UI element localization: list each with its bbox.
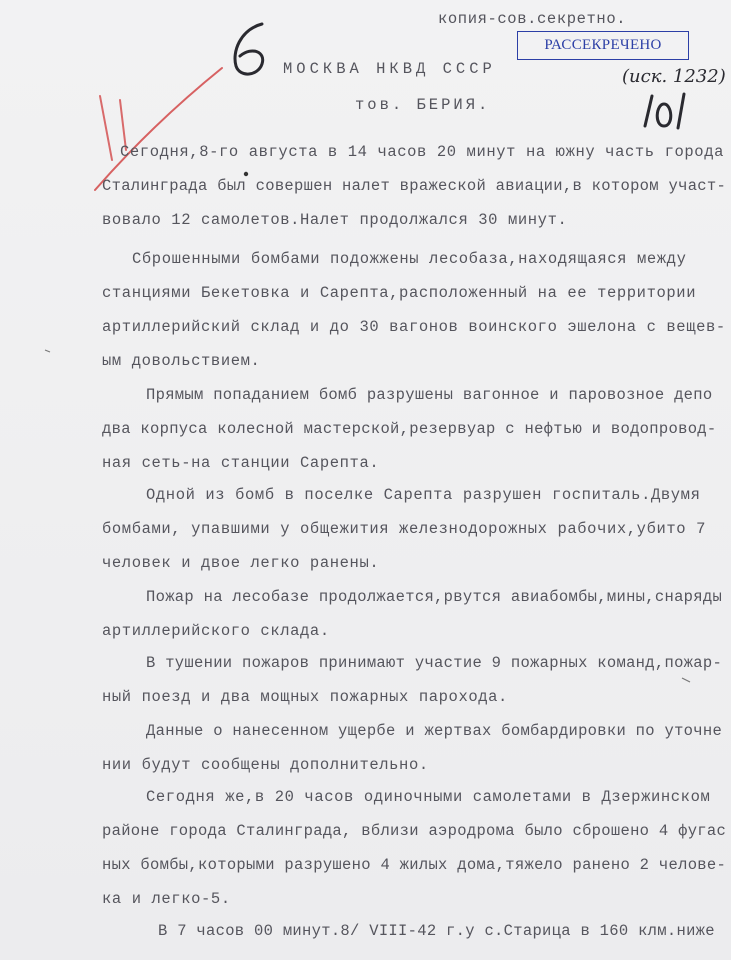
body-line: человек и двое легко ранены. <box>102 554 380 572</box>
body-line: ым довольствием. <box>102 352 261 370</box>
body-line: Пожар на лесобазе продолжается,рвутся авиабомбы,мины,снаряды <box>146 588 723 606</box>
handwritten-reference: (иск. 1232) <box>622 66 726 87</box>
ink-dot <box>244 172 248 176</box>
recipient-line: тов. БЕРИЯ. <box>355 96 491 114</box>
body-line: артиллерийский склад и до 30 вагонов воинского эшелона с вещев- <box>102 318 726 336</box>
body-line: Сброшенными бомбами подожжены лесобаза,находящаяся между <box>132 250 687 268</box>
pencil-tick <box>682 678 690 682</box>
body-line: бомбами, упавшими у общежития железнодорожных рабочих,убито 7 <box>102 520 706 538</box>
body-line: В тушении пожаров принимают участие 9 пожарных команд,пожар- <box>146 654 723 672</box>
body-line: Сталинграда был совершен налет вражеской авиации,в котором участ- <box>102 177 727 195</box>
body-line: ная сеть-на станции Сарепта. <box>102 454 380 472</box>
body-line: Данные о нанесенном ущербе и жертвах бомбардировки по уточне <box>146 722 723 740</box>
handwritten-page-number <box>645 94 684 128</box>
body-line: два корпуса колесной мастерской,резервуар с нефтью и водопровод- <box>102 420 717 438</box>
body-line: вовало 12 самолетов.Налет продолжался 30 минут. <box>102 211 568 229</box>
address-line: МОСКВА НКВД СССР <box>283 60 496 78</box>
body-line: ный поезд и два мощных пожарных парохода. <box>102 688 508 706</box>
body-line: Прямым попаданием бомб разрушены вагонное и паровозное депо <box>146 386 713 404</box>
declassified-stamp: РАССЕКРЕЧЕНО <box>517 31 689 60</box>
body-line: Одной из бомб в поселке Сарепта разрушен госпиталь.Двумя <box>146 486 701 504</box>
body-line: ка и легко-5. <box>102 890 231 908</box>
classification-line: копия-сов.секретно. <box>438 10 627 28</box>
pencil-tick-2 <box>45 350 50 352</box>
body-line: Сегодня же,в 20 часов одиночными самолетами в Дзержинском <box>146 788 711 806</box>
body-line: станциями Бекетовка и Сарепта,расположенный на ее территории <box>102 284 697 302</box>
body-line: Сегодня,8-го августа в 14 часов 20 минут на южну часть города <box>120 143 724 161</box>
body-line: районе города Сталинграда, вблизи аэродрома было сброшено 4 фугас <box>102 822 727 840</box>
body-line: артиллерийского склада. <box>102 622 330 640</box>
body-line: ных бомбы,которыми разрушено 4 жилых дома,тяжело ранено 2 челове- <box>102 856 727 874</box>
body-line: В 7 часов 00 минут.8/ VIII-42 г.у с.Старица в 160 клм.ниже <box>158 922 715 940</box>
body-line: нии будут сообщены дополнительно. <box>102 756 429 774</box>
handwritten-six-mark <box>235 24 263 74</box>
red-resolution-stroke <box>95 68 222 190</box>
